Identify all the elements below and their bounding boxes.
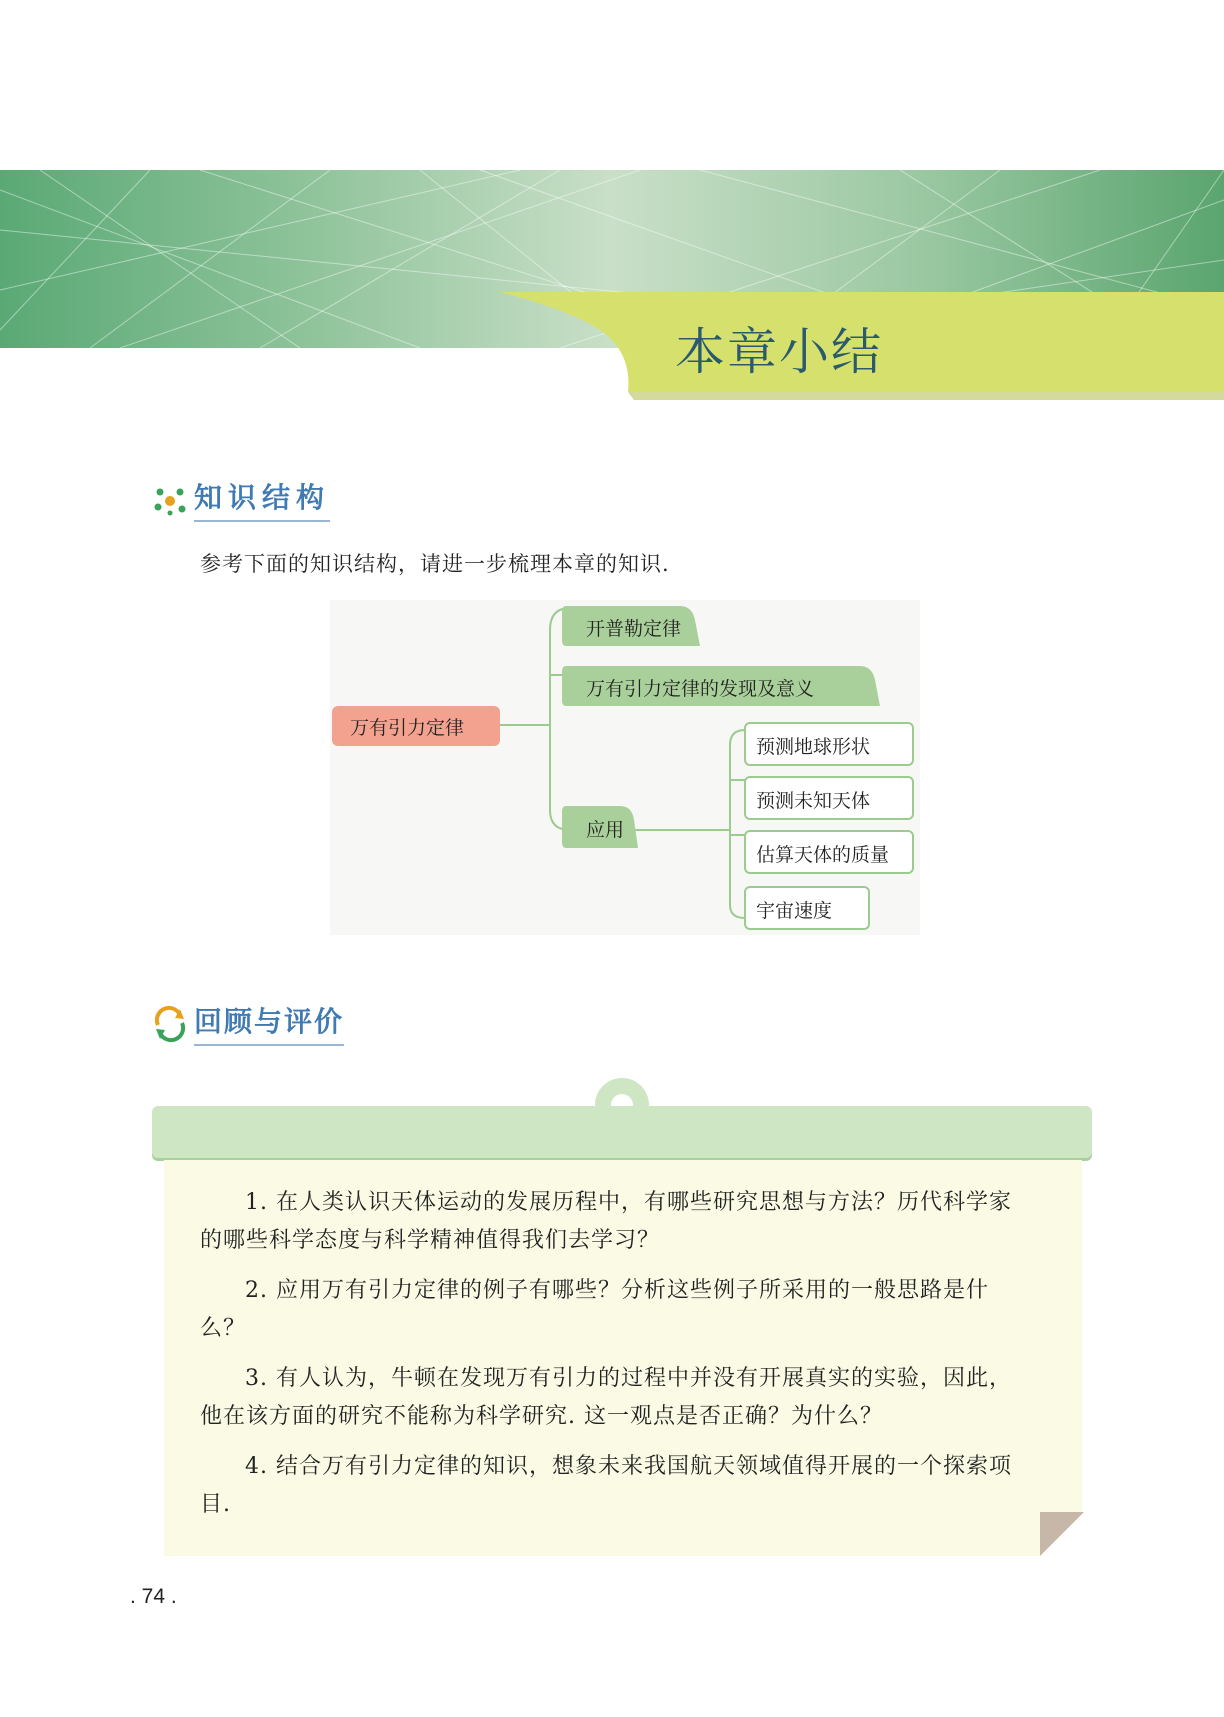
review-question-4: 4. 结合万有引力定律的知识，想象未来我国航天领域值得开展的一个探索项目. (200, 1454, 1012, 1517)
cycle-arrows-icon (150, 1003, 190, 1043)
leaf-node-3-label: 估算天体的质量 (756, 844, 890, 866)
review-heading (150, 1000, 344, 1046)
root-node-label: 万有引力定律 (350, 717, 465, 739)
branch-node-1-label: 开普勒定律 (586, 618, 682, 640)
review-question-1: 1. 在人类认识天体运动的发展历程中，有哪些研究思想与方法？历代科学家的哪些科学态度与科学精神值得我们去学习？ (200, 1190, 1012, 1253)
branch-node-3-label: 应用 (586, 819, 625, 841)
knowledge-intro-text: 参考下面的知识结构，请进一步梳理本章的知识. (200, 552, 670, 576)
molecule-icon (150, 479, 190, 519)
review-question-2: 2. 应用万有引力定律的例子有哪些？分析这些例子所采用的一般思路是什么？ (200, 1278, 989, 1341)
leaf-node-1-label: 预测地球形状 (756, 736, 871, 758)
review-question-3: 3. 有人认为，牛顿在发现万有引力的过程中并没有开展真实的实验，因此，他在该方面的研究不能称为科学研究. 这一观点是否正确？为什么？ (200, 1366, 1012, 1429)
knowledge-structure-heading (150, 476, 330, 522)
mindmap-graphic (330, 600, 920, 935)
review-label: 回顾与评价 (194, 1000, 344, 1046)
page-number: . 74 . (130, 1585, 177, 1608)
card-header-strip (152, 1106, 1092, 1158)
page-curl-corner (1040, 1512, 1084, 1556)
leaf-node-2-label: 预测未知天体 (756, 790, 871, 812)
knowledge-mindmap (330, 600, 920, 935)
leaf-node-4-label: 宇宙速度 (756, 900, 833, 922)
knowledge-structure-label: 知识结构 (194, 476, 330, 522)
branch-node-2-label: 万有引力定律的发现及意义 (586, 678, 815, 700)
chapter-summary-title: 本章小结 (675, 323, 883, 381)
